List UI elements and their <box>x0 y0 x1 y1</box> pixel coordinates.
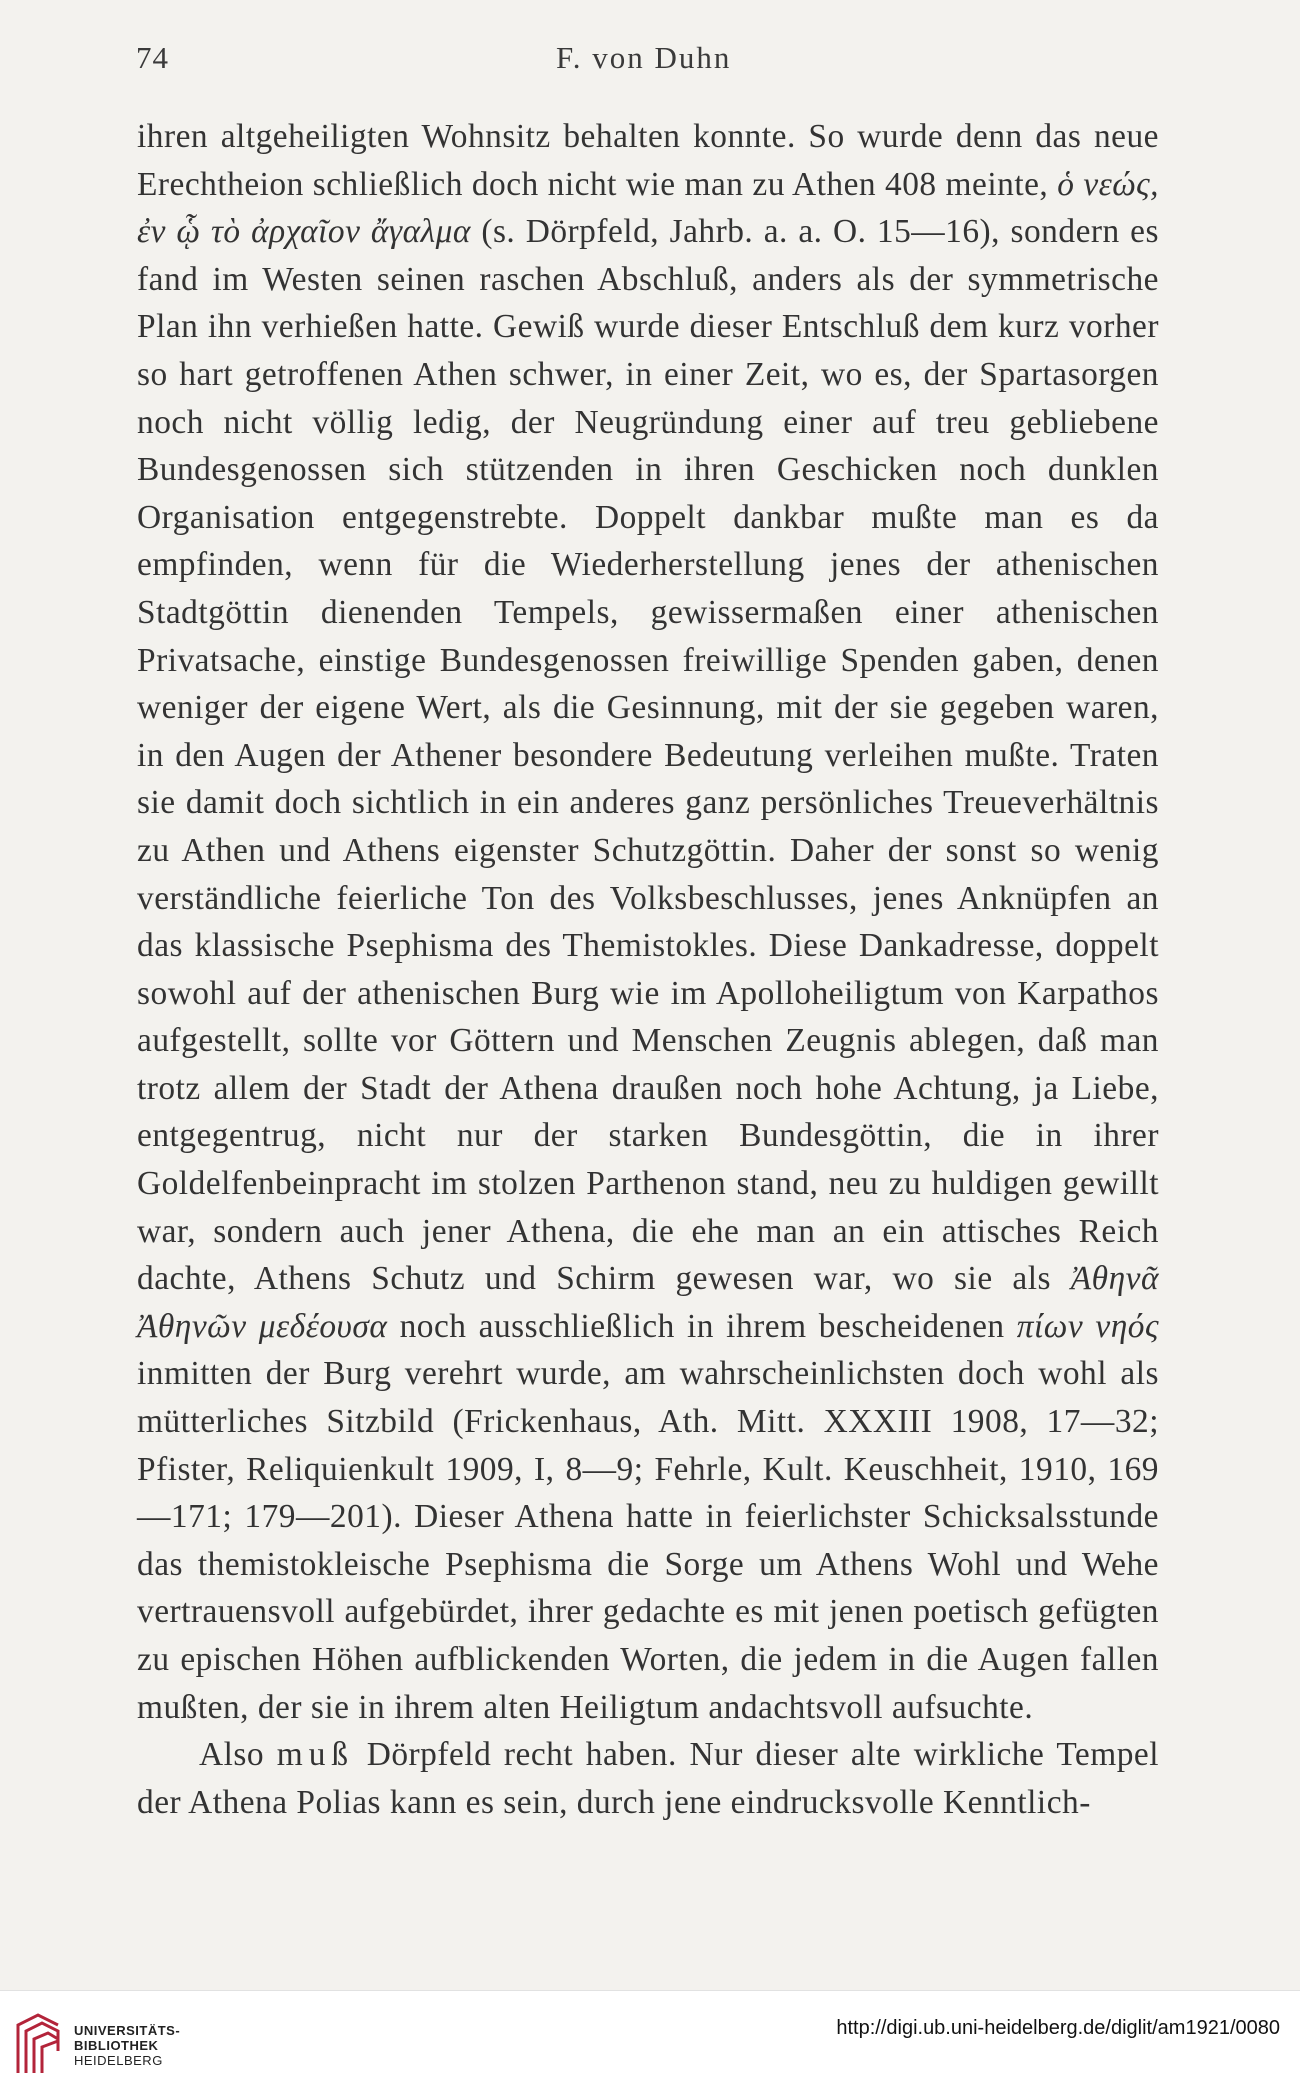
running-head: F. von Duhn <box>556 40 732 75</box>
text-segment: Dörpfeld recht haben. Nur dieser alte wirkliche Tempel der Athena Polias kann es sein, durch jene eindrucksvolle Kenntlich- <box>137 1736 1159 1821</box>
text-segment: ihren altgeheiligten Wohnsitz behalten konnte. So wurde denn das neue Erechtheion schließlich doch nicht wie man zu Athen 408 meinte, <box>137 118 1159 203</box>
greek-quote: ὁ νεώς, ἐν ᾧ τὸ ἀρχαῖον ἄγαλμα <box>137 165 1159 251</box>
greek-phrase: πίων νηός <box>1016 1307 1159 1345</box>
page-number: 74 <box>136 40 169 75</box>
greek-epithet: Ἀθηνᾶ Ἀθηνῶν μεδέουσα <box>137 1260 1159 1345</box>
emphasized-word: muß <box>276 1736 355 1774</box>
text-segment: noch ausschließlich in ihrem bescheidenen <box>387 1307 1017 1345</box>
digitization-footer <box>0 1990 1300 2097</box>
page-header <box>136 40 1156 90</box>
text-segment: (s. Dörpfeld, Jahrb. a. a. O. 15—16), sondern es fand im Westen seinen raschen Abschluß, anders als der symmetrische Plan ihn verhießen hatte. Gewiß wurde dieser Entschluß dem kurz vorher so hart getroffenen Athen schwer, in einer Zeit, wo es, der Spartasorgen noch nicht völlig ledig, der Neugründung einer auf treu gebliebene Bundesgenossen sich stützenden in ihren Geschicken noch dunklen Organisation entgegenstrebte. Doppelt dankbar mußte man es da empfinden, wenn für die Wiederherstellung jenes der athenischen Stadtgöttin dienenden Tempels, gewissermaßen einer athenischen Privatsache, einstige Bundesgenossen freiwillige Spenden gaben, denen weniger der eigene Wert, als die Gesinnung, mit der sie gegeben waren, in den Augen der Athener besondere Bedeutung verleihen mußte. Traten sie damit doch sichtlich in ein anderes ganz persönliches Treueverhältnis zu Athen und Athens eigenster Schutzgöttin. Daher der sonst so wenig verständliche feierliche Ton des Volksbeschlusses, jenes Anknüpfen an das klassische Psephisma des Themistokles. Diese Dankadresse, doppelt sowohl auf der athenischen Burg wie im Apolloheiligtum von Karpathos aufgestellt, sollte vor Göttern und Menschen Zeugnis ablegen, daß man trotz allem der Stadt der Athena draußen noch hohe Achtung, ja Liebe, entgegentrug, nicht nur der starken Bundesgöttin, die in ihrer Goldelfenbeinpracht im stolzen Parthenon stand, neu zu huldigen gewillt war, sondern auch jener Athena, die ehe man an ein attisches Reich dachte, Athens Schutz und Schirm gewesen war, wo sie als <box>137 213 1159 1298</box>
library-name: UNIVERSITÄTS- BIBLIOTHEK HEIDELBERG <box>74 2023 181 2068</box>
text-segment: inmitten der Burg verehrt wurde, am wahrscheinlichsten doch wohl als mütterliches Sitzbild (Frickenhaus, Ath. Mitt. XXXIII 1908, 17—32; Pfister, Reliquienkult 1909, I, 8—9; Fehrle, Kult. Keuschheit, 1910, 169—171; 179—201). Dieser Athena hatte in feierlichster Schicksalsstunde das themistokleische Psephisma die Sorge um Athens Wohl und Wehe vertrauensvoll aufgebürdet, ihrer gedachte es mit jenen poetisch gefügten zu epischen Höhen aufblickenden Worten, die jedem in die Augen fallen mußten, der sie in ihrem alten Heiligtum andachtsvoll aufsuchte. <box>137 1355 1159 1726</box>
paragraph-2 <box>137 1731 1159 1826</box>
text-segment: Also <box>199 1736 277 1774</box>
ub-heidelberg-logo-icon <box>14 2011 64 2077</box>
permalink[interactable]: http://digi.ub.uni-heidelberg.de/diglit/am1921/0080 <box>836 2017 1280 2039</box>
paragraph-1 <box>137 113 1159 1731</box>
body-text <box>137 113 1159 1826</box>
